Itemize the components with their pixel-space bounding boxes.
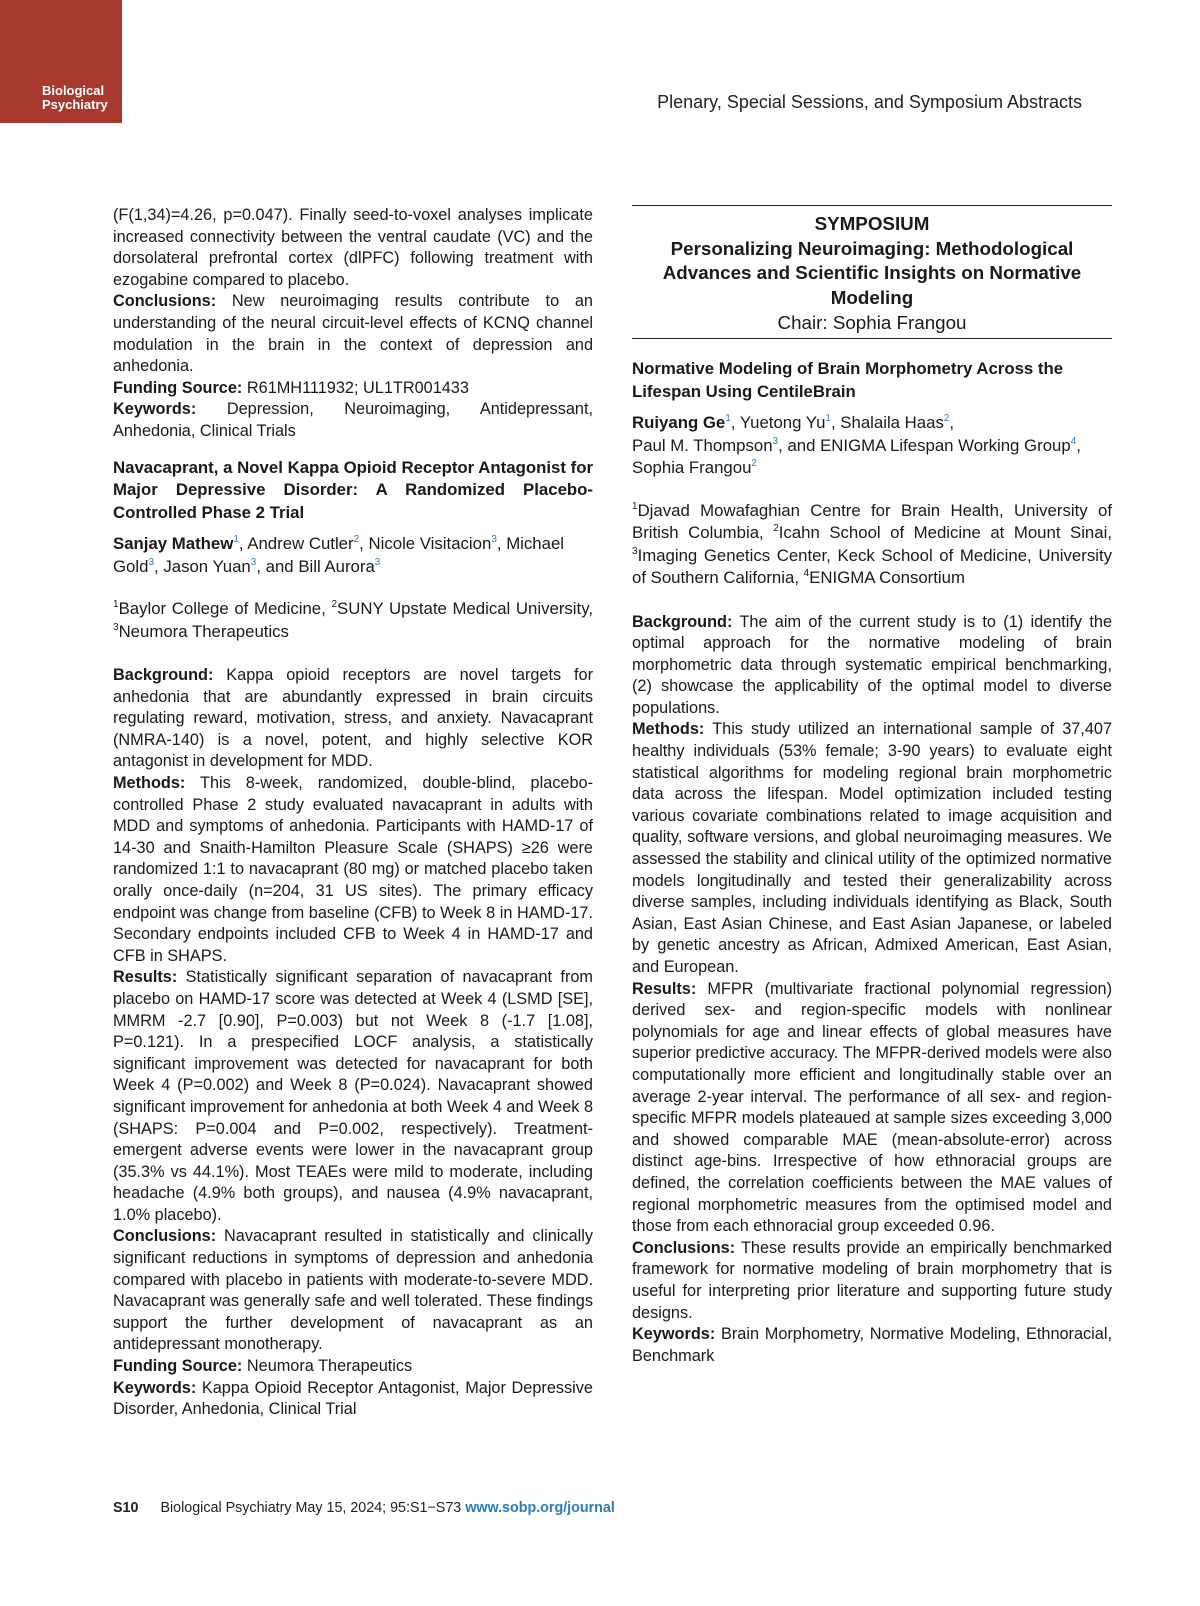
symposium-label: SYMPOSIUM: [814, 213, 930, 234]
funding-section: Funding Source: Neumora Therapeutics: [113, 1357, 413, 1376]
symposium-title: Personalizing Neuroimaging: Methodological Advances and Scientific Insights on Normative Modeling: [662, 237, 1082, 308]
methods-section: Methods: This study utilized an international sample of 37,407 healthy individuals (53% female; 3-90 years) to evaluate eight statistical algorithms for modeling regional brain morphometric data across the lifespan. Model optimization included testing various covariate combinations related to image acquisition and quality, software versions, and global neuroimaging measures. We assessed the stability and clinical utility of the optimized normative models longitudinally and tested their generalizability across diverse samples, including individuals identifying as Black, South Asian, East Asian Chinese, and East Asian Japanese, or labeled by genetic ancestry as African, Admixed American, East Asian, and European.: [632, 720, 1112, 976]
continuation-text: (F(1,34)=4.26, p=0.047). Finally seed-to-voxel analyses implicate increased connectivity between the ventral caudate (VC) and the dorsolateral prefrontal cortex (dlPFC) following treatment with ezogabine compared to placebo.: [113, 206, 593, 289]
logo-text: Biological Psychiatry: [42, 83, 108, 112]
conclusions-section: Conclusions: These results provide an empirically benchmarked framework for normative modeling of brain morphometry that is useful for interpreting prior literature and supporting future study designs.: [632, 1238, 1112, 1322]
article-title: Normative Modeling of Brain Morphometry Across the Lifespan Using CentileBrain: [632, 359, 1064, 401]
author-list: Ruiyang Ge$^1$, Yuetong Yu$^1$, Shalaila Haas$^2$, Paul M. Thompson$^3$, and ENIGMA Lifespan Working Group$^4$, Sophia Frangou$^2$: [632, 413, 1081, 477]
affiliations: $^1$Baylor College of Medicine, $^2$SUNY Upstate Medical University, $^3$Neumora Therapeutics: [113, 599, 594, 641]
journal-link[interactable]: www.sobp.org/journal: [465, 1500, 615, 1516]
results-section: Results: MFPR (multivariate fractional polynomial regression) derived sex- and region-specific models with nonlinear polynomials for age and linear effects of global measures have superior predictive accuracy. The MFPR-derived models were also computationally more efficient and longitudinally stable over an average 2-year interval. The performance of all sex- and region-specific MFPR models plateaued at sample sizes exceeding 3,000 and showed comparable MAE (mean-absolute-error) across distinct age-bins. Irrespective of how ethnoracial groups are defined, the correlation coefficients between the MAE values of regional morphometric measures from the optimised model and those from each ethnoracial group exceeded 0.96.: [632, 979, 1112, 1236]
keywords-section: Keywords: Brain Morphometry, Normative Modeling, Ethnoracial, Benchmark: [632, 1325, 1112, 1365]
article-title: Navacaprant, a Novel Kappa Opioid Receptor Antagonist for Major Depressive Disorder: A Randomized Placebo-Controlled Phase 2 Trial: [113, 457, 593, 522]
prev-funding: Funding Source: R61MH111932; UL1TR001433: [113, 378, 469, 397]
section-title: Plenary, Special Sessions, and Symposium Abstracts: [657, 92, 1082, 112]
journal-logo: [0, 0, 122, 123]
background-section: Background: The aim of the current study is to (1) identify the optimal approach for the normative modeling of brain morphometric data through systematic empirical benchmarking, (2) showcase the applicability of the optimal model to diverse populations.: [632, 612, 1112, 717]
results-section: Results: Statistically significant separation of navacaprant from placebo on HAMD-17 score was detected at Week 4 (LSMD [SE], MMRM -2.7 [0.90], P=0.003) but not Week 8 (-1.7 [1.08], P=0.121). In a prespecified LOCF analysis, a statistically significant improvement was detected for navacaprant for both Week 4 (P=0.002) and Week 8 (P=0.024). Navacaprant showed significant improvement for anhedonia at both Week 4 and Week 8 (SHAPS: P=0.004 and P=0.002, respectively). Treatment-emergent adverse events were lower in the navacaprant group (35.3% vs 44.1%). Most TEAEs were mild to moderate, including headache (4.9% both groups), and nausea (4.9% navacaprant, 1.0% placebo).: [113, 968, 593, 1224]
right-column: [632, 205, 1112, 1367]
left-column: [113, 205, 593, 1421]
prev-keywords: Keywords: Depression, Neuroimaging, Antidepressant, Anhedonia, Clinical Trials: [113, 400, 593, 440]
author-list: Sanjay Mathew$^1$, Andrew Cutler$^2$, Nicole Visitacion$^3$, Michael Gold$^3$, Jason Yuan$^3$, and Bill Aurora$^3$: [113, 534, 565, 576]
symposium-chair: Chair: Sophia Frangou: [777, 312, 967, 333]
affiliations: $^1$Djavad Mowafaghian Centre for Brain Health, University of British Columbia, $^2$Icahn School of Medicine at Mount Sinai, $^3$Imaging Genetics Center, Keck School of Medicine, University of Southern California, $^4$ENIGMA Consortium: [632, 500, 1112, 587]
prev-conclusions: Conclusions: New neuroimaging results contribute to an understanding of the neural circuit-level effects of KCNQ channel modulation in the brain in the context of depression and anhedonia.: [113, 292, 593, 376]
citation: Biological Psychiatry May 15, 2024; 95:S1−S73: [160, 1500, 462, 1516]
symposium-header: [632, 205, 1112, 339]
background-section: Background: Kappa opioid receptors are novel targets for anhedonia that are abundantly expressed in brain circuits regulating reward, motivation, stress, and anxiety. Navacaprant (NMRA-140) is a novel, potent, and highly selective KOR antagonist in development for MDD.: [113, 666, 593, 771]
methods-section: Methods: This 8-week, randomized, double-blind, placebo-controlled Phase 2 study evaluated navacaprant in adults with MDD and symptoms of anhedonia. Participants with HAMD-17 of 14-30 and Snaith-Hamilton Pleasure Scale (SHAPS) ≥26 were randomized 1:1 to navacaprant (80 mg) or matched placebo taken orally once-daily (n=204, 31 US sites). The primary efficacy endpoint was change from baseline (CFB) to Week 8 in HAMD-17. Secondary endpoints included CFB to Week 4 in HAMD-17 and CFB in SHAPS.: [113, 774, 593, 965]
page-number: S10: [113, 1500, 139, 1516]
keywords-section: Keywords: Kappa Opioid Receptor Antagonist, Major Depressive Disorder, Anhedonia, Clinical Trial: [113, 1378, 593, 1419]
conclusions-section: Conclusions: Navacaprant resulted in statistically and clinically significant reductions in symptoms of depression and anhedonia compared with placebo in patients with moderate-to-severe MDD. Navacaprant was generally safe and well tolerated. These findings support the further development of navacaprant as an antidepressant monotherapy.: [113, 1227, 593, 1354]
page-footer: [113, 1500, 615, 1516]
